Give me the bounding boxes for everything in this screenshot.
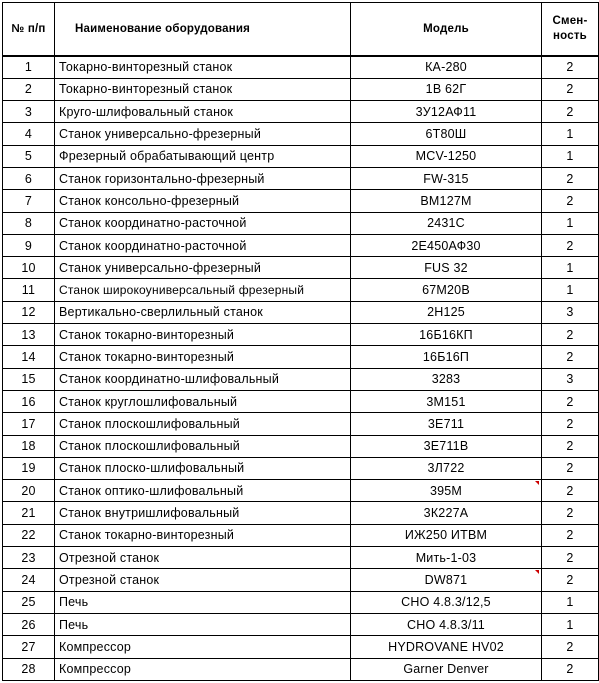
cell-number <box>3 636 55 658</box>
cell-equipment-name-text: Станок оптико-шлифовальный <box>59 483 244 498</box>
cell-number <box>3 257 55 279</box>
cell-shift-text: 2 <box>566 416 574 431</box>
cell-number <box>3 480 55 502</box>
cell-number-text: 20 <box>21 483 36 498</box>
cell-model-text: 3М151 <box>426 394 466 409</box>
cell-model-text: 2431С <box>427 216 465 231</box>
table-row <box>3 145 599 167</box>
cell-equipment-name-text: Компрессор <box>59 639 132 654</box>
cell-model-text: СНО 4.8.3/12,5 <box>401 595 491 610</box>
cell-equipment-name-text: Станок координатно-шлифовальный <box>59 372 280 387</box>
cell-number <box>3 457 55 479</box>
table-row <box>3 123 599 145</box>
cell-shift-text: 2 <box>566 662 574 677</box>
cell-shift <box>542 301 599 323</box>
cell-equipment-name <box>55 569 351 591</box>
cell-equipment-name-text: Токарно-винторезный станок <box>59 82 233 97</box>
cell-model-text: 3К227А <box>423 506 469 521</box>
cell-number <box>3 167 55 189</box>
comment-marker <box>535 570 539 574</box>
cell-equipment-name <box>55 257 351 279</box>
cell-model <box>351 569 542 591</box>
cell-shift-text: 2 <box>566 394 574 409</box>
cell-number-text: 9 <box>24 238 33 253</box>
cell-number-text: 23 <box>21 550 36 565</box>
cell-equipment-name <box>55 212 351 234</box>
cell-model-text: FW-315 <box>423 171 469 186</box>
cell-shift-text: 2 <box>566 238 574 253</box>
cell-model <box>351 591 542 613</box>
cell-model-text: 6Т80Ш <box>425 127 467 142</box>
cell-shift <box>542 413 599 435</box>
cell-number-text: 24 <box>21 572 36 587</box>
cell-equipment-name <box>55 547 351 569</box>
table-row <box>3 56 599 78</box>
cell-equipment-name <box>55 591 351 613</box>
cell-shift-text: 2 <box>566 171 574 186</box>
table-row <box>3 167 599 189</box>
cell-shift <box>542 346 599 368</box>
cell-equipment-name-text: Печь <box>59 617 89 632</box>
cell-equipment-name <box>55 346 351 368</box>
cell-equipment-name-text: Станок универсально-фрезерный <box>59 260 262 275</box>
cell-shift <box>542 390 599 412</box>
cell-equipment-name <box>55 279 351 301</box>
table-row <box>3 390 599 412</box>
cell-shift-text: 3 <box>566 305 574 320</box>
cell-model-text: 3Л722 <box>427 461 465 476</box>
cell-shift-text: 2 <box>566 82 574 97</box>
cell-number-text: 1 <box>24 60 33 75</box>
cell-shift-text: 1 <box>566 260 574 275</box>
cell-shift-text: 2 <box>566 461 574 476</box>
comment-marker <box>535 481 539 485</box>
cell-model-text: MCV-1250 <box>415 149 477 164</box>
cell-number-text: 11 <box>21 283 36 298</box>
cell-shift <box>542 123 599 145</box>
cell-model <box>351 480 542 502</box>
cell-shift <box>542 457 599 479</box>
cell-number-text: 14 <box>21 350 36 364</box>
cell-equipment-name <box>55 502 351 524</box>
cell-shift <box>542 480 599 502</box>
table-row <box>3 324 599 346</box>
cell-model <box>351 56 542 78</box>
cell-number <box>3 123 55 145</box>
cell-number-text: 7 <box>24 193 33 208</box>
cell-equipment-name-text: Станок широкоуниверсальный фрезерный <box>59 283 305 298</box>
cell-number-text: 21 <box>21 506 36 521</box>
cell-model-text: HYDROVANE HV02 <box>388 639 504 654</box>
cell-model <box>351 123 542 145</box>
cell-number-text: 18 <box>21 439 36 454</box>
cell-equipment-name-text: Фрезерный обрабатывающий центр <box>59 149 275 164</box>
cell-number <box>3 591 55 613</box>
table-row <box>3 547 599 569</box>
table-row <box>3 234 599 256</box>
cell-shift <box>542 368 599 390</box>
cell-shift <box>542 524 599 546</box>
cell-number-text: 25 <box>21 595 36 610</box>
cell-shift <box>542 502 599 524</box>
cell-shift <box>542 56 599 78</box>
cell-model <box>351 346 542 368</box>
cell-model <box>351 658 542 680</box>
cell-shift-text: 2 <box>566 506 574 521</box>
cell-equipment-name-text: Станок плоско-шлифовальный <box>59 461 245 476</box>
cell-model <box>351 234 542 256</box>
table-row <box>3 457 599 479</box>
cell-shift <box>542 101 599 123</box>
cell-number <box>3 346 55 368</box>
cell-shift <box>542 167 599 189</box>
cell-number <box>3 101 55 123</box>
cell-shift-text: 2 <box>566 104 574 119</box>
cell-number <box>3 279 55 301</box>
cell-model <box>351 413 542 435</box>
cell-model-text: ИЖ250 ИТВМ <box>404 528 488 543</box>
cell-equipment-name <box>55 301 351 323</box>
table-row <box>3 524 599 546</box>
cell-equipment-name <box>55 324 351 346</box>
cell-equipment-name <box>55 167 351 189</box>
cell-shift-text: 1 <box>566 617 574 632</box>
cell-model-text: 3283 <box>431 372 461 387</box>
cell-equipment-name <box>55 457 351 479</box>
cell-model <box>351 101 542 123</box>
cell-shift <box>542 591 599 613</box>
table-row <box>3 613 599 635</box>
cell-model <box>351 390 542 412</box>
cell-shift <box>542 234 599 256</box>
cell-shift-text: 2 <box>566 483 574 498</box>
cell-shift-text: 2 <box>566 350 574 364</box>
table-row <box>3 346 599 368</box>
cell-model <box>351 613 542 635</box>
cell-equipment-name-text: Компрессор <box>59 662 132 677</box>
table-body <box>3 56 599 680</box>
table-row <box>3 480 599 502</box>
cell-number <box>3 234 55 256</box>
cell-shift <box>542 257 599 279</box>
cell-model-text: 2Н125 <box>427 305 465 320</box>
cell-model <box>351 257 542 279</box>
cell-model-text: Мить-1-03 <box>415 550 477 565</box>
cell-number-text: 6 <box>24 171 33 186</box>
cell-model <box>351 212 542 234</box>
cell-equipment-name <box>55 101 351 123</box>
cell-number-text: 13 <box>21 327 36 342</box>
cell-shift-text: 1 <box>566 149 574 164</box>
cell-number-text: 8 <box>24 216 33 231</box>
cell-shift <box>542 145 599 167</box>
cell-equipment-name <box>55 480 351 502</box>
cell-equipment-name-text: Вертикально-сверлильный станок <box>59 305 263 320</box>
cell-equipment-name <box>55 123 351 145</box>
cell-shift <box>542 324 599 346</box>
cell-shift-text: 3 <box>566 372 574 387</box>
cell-equipment-name <box>55 435 351 457</box>
cell-shift-text: 1 <box>566 595 574 610</box>
cell-model <box>351 190 542 212</box>
cell-number <box>3 435 55 457</box>
cell-number <box>3 547 55 569</box>
cell-model <box>351 78 542 100</box>
header-row <box>3 3 599 57</box>
table-row <box>3 212 599 234</box>
cell-number <box>3 524 55 546</box>
cell-number-text: 16 <box>21 394 36 409</box>
header-num: № п/п <box>3 3 55 57</box>
table-row <box>3 257 599 279</box>
cell-equipment-name-text: Станок токарно-винторезный <box>59 327 235 342</box>
cell-model-text: СНО 4.8.3/11 <box>407 617 485 632</box>
cell-number <box>3 212 55 234</box>
cell-shift-text: 2 <box>566 60 574 75</box>
cell-shift <box>542 613 599 635</box>
cell-model-text: 3У12АФ11 <box>415 104 477 119</box>
cell-model-text: Garner Denver <box>403 662 489 677</box>
cell-shift-text: 1 <box>566 127 574 142</box>
table-row <box>3 78 599 100</box>
cell-equipment-name <box>55 190 351 212</box>
cell-number <box>3 613 55 635</box>
cell-model <box>351 636 542 658</box>
cell-shift-text: 2 <box>566 439 574 454</box>
cell-shift <box>542 636 599 658</box>
cell-model <box>351 524 542 546</box>
cell-equipment-name-text: Станок плоскошлифовальный <box>59 416 240 431</box>
cell-shift <box>542 212 599 234</box>
cell-model-text: 2Е450АФ30 <box>411 238 481 253</box>
cell-number-text: 12 <box>21 305 36 320</box>
cell-equipment-name-text: Станок плоскошлифовальный <box>59 439 240 454</box>
cell-number-text: 4 <box>24 127 33 142</box>
cell-equipment-name-text: Круго-шлифовальный станок <box>59 104 233 119</box>
cell-equipment-name-text: Станок консольно-фрезерный <box>59 193 240 208</box>
cell-equipment-name <box>55 145 351 167</box>
cell-model-text: 1В 62Г <box>425 82 467 97</box>
cell-number-text: 17 <box>21 416 36 431</box>
cell-model <box>351 502 542 524</box>
cell-equipment-name <box>55 413 351 435</box>
header-shift: Смен-ность <box>542 3 599 57</box>
cell-model-text: 67М20В <box>422 283 470 298</box>
cell-model <box>351 547 542 569</box>
cell-model-text: FUS 32 <box>424 260 468 275</box>
cell-equipment-name-text: Станок токарно-винторезный <box>59 528 235 543</box>
cell-equipment-name-text: Станок круглошлифовальный <box>59 394 238 409</box>
table-row <box>3 279 599 301</box>
cell-number <box>3 390 55 412</box>
table-row <box>3 435 599 457</box>
cell-number <box>3 502 55 524</box>
cell-number-text: 27 <box>21 639 36 654</box>
cell-shift-text: 2 <box>566 193 574 208</box>
cell-equipment-name-text: Токарно-винторезный станок <box>59 60 233 75</box>
table-row <box>3 636 599 658</box>
cell-model-text: 16Б16П <box>422 350 470 364</box>
cell-model-text: DW871 <box>424 572 468 587</box>
cell-number <box>3 145 55 167</box>
cell-number-text: 28 <box>21 662 36 677</box>
table-row <box>3 368 599 390</box>
table-row <box>3 502 599 524</box>
cell-model <box>351 167 542 189</box>
cell-equipment-name-text: Станок координатно-расточной <box>59 238 247 253</box>
cell-equipment-name <box>55 78 351 100</box>
cell-shift-text: 1 <box>566 283 574 298</box>
cell-equipment-name <box>55 658 351 680</box>
header-name: Наименование оборудования <box>55 3 351 57</box>
cell-equipment-name-text: Станок горизонтально-фрезерный <box>59 171 265 186</box>
equipment-table <box>2 2 599 681</box>
cell-number <box>3 368 55 390</box>
cell-equipment-name-text: Станок координатно-расточной <box>59 216 247 231</box>
cell-number <box>3 301 55 323</box>
cell-equipment-name-text: Станок токарно-винторезный <box>59 350 235 364</box>
table-row <box>3 569 599 591</box>
table-row <box>3 190 599 212</box>
cell-equipment-name <box>55 636 351 658</box>
cell-equipment-name-text: Печь <box>59 595 89 610</box>
cell-equipment-name <box>55 56 351 78</box>
table-row <box>3 413 599 435</box>
cell-equipment-name <box>55 613 351 635</box>
cell-equipment-name-text: Отрезной станок <box>59 572 160 587</box>
cell-model <box>351 435 542 457</box>
cell-number-text: 5 <box>24 149 33 164</box>
cell-number-text: 15 <box>21 372 36 387</box>
cell-number <box>3 324 55 346</box>
cell-shift <box>542 190 599 212</box>
cell-shift-text: 2 <box>566 327 574 342</box>
cell-shift-text: 2 <box>566 572 574 587</box>
table-row <box>3 301 599 323</box>
cell-model <box>351 324 542 346</box>
cell-shift-text: 2 <box>566 639 574 654</box>
cell-equipment-name-text: Станок внутришлифовальный <box>59 506 240 521</box>
cell-model-text: 16Б16КП <box>419 327 473 342</box>
cell-equipment-name <box>55 524 351 546</box>
cell-model-text: 3Е711 <box>427 416 465 431</box>
cell-model <box>351 368 542 390</box>
cell-shift <box>542 78 599 100</box>
cell-shift <box>542 658 599 680</box>
cell-shift <box>542 435 599 457</box>
cell-equipment-name <box>55 368 351 390</box>
cell-shift-text: 2 <box>566 528 574 543</box>
cell-number-text: 19 <box>21 461 36 476</box>
cell-model <box>351 279 542 301</box>
cell-number <box>3 56 55 78</box>
table-header <box>3 3 599 57</box>
cell-number-text: 10 <box>21 260 36 275</box>
cell-number <box>3 569 55 591</box>
cell-equipment-name <box>55 390 351 412</box>
cell-shift <box>542 547 599 569</box>
cell-equipment-name <box>55 234 351 256</box>
cell-number-text: 22 <box>21 528 36 543</box>
cell-model <box>351 301 542 323</box>
table-row <box>3 101 599 123</box>
table-row <box>3 591 599 613</box>
cell-equipment-name-text: Станок универсально-фрезерный <box>59 127 262 142</box>
cell-shift-text: 1 <box>566 216 574 231</box>
cell-model-text: ВМ127М <box>420 193 472 208</box>
cell-number <box>3 658 55 680</box>
cell-model <box>351 457 542 479</box>
cell-model <box>351 145 542 167</box>
cell-number-text: 26 <box>21 617 36 632</box>
cell-model-text: КА-280 <box>425 60 467 75</box>
cell-shift-text: 2 <box>566 550 574 565</box>
cell-model-text: 395М <box>429 483 463 498</box>
cell-number <box>3 413 55 435</box>
cell-model-text: 3Е711В <box>423 439 469 454</box>
cell-number <box>3 190 55 212</box>
cell-number-text: 2 <box>24 82 33 97</box>
header-model: Модель <box>351 3 542 57</box>
cell-number-text: 3 <box>24 104 33 119</box>
cell-number <box>3 78 55 100</box>
cell-shift <box>542 569 599 591</box>
cell-shift <box>542 279 599 301</box>
cell-equipment-name-text: Отрезной станок <box>59 550 160 565</box>
table-row <box>3 658 599 680</box>
